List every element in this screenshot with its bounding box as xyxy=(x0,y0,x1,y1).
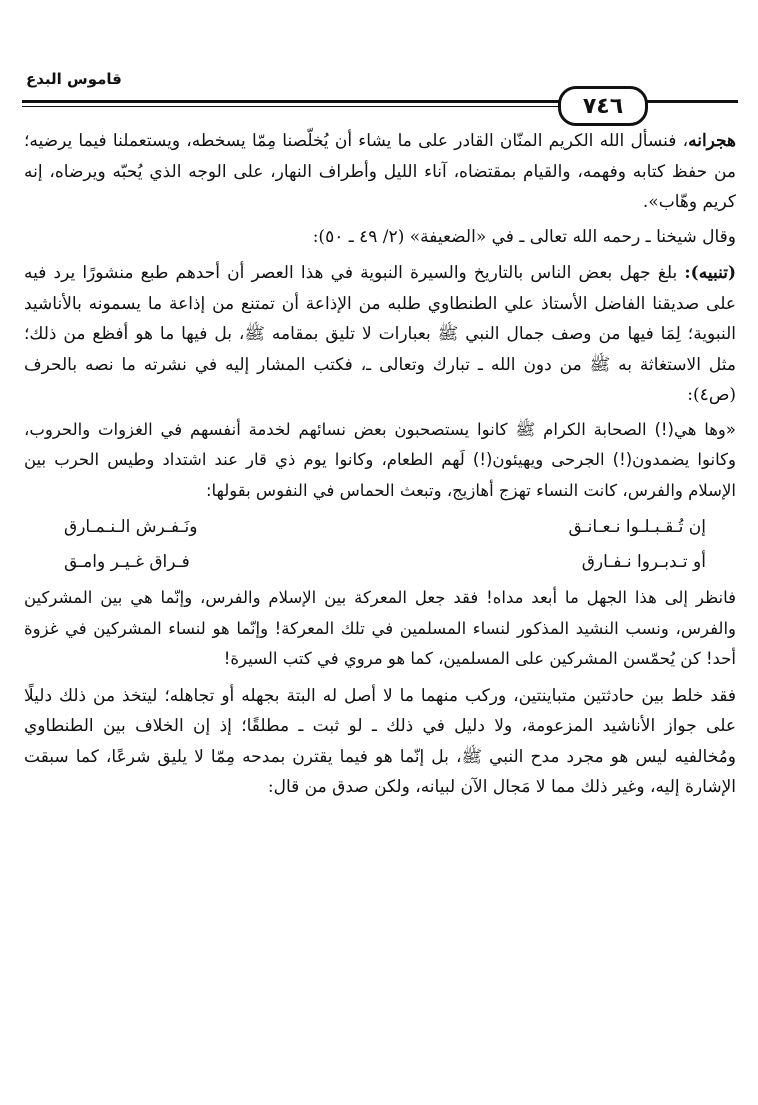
paragraph-6: فقد خلط بين حادثتين متباينتين، وركب منهما ما لا أصل له البتة بجهله أو تجاهله؛ ليتخذ من ذلك دليلًا على جواز الأناشيد المزعومة، ولا دليل في ذلك ـ لو ثبت ـ مطلقًا؛ إذ إن الخلاف بين الطنطاوي ومُخالفيه ليس هو مجرد مدح النبي ﷺ، بل إنّما هو فيما يقترن بمدحه مِمّا لا يليق شرعًا، كما سبقت الإشارة إليه، وغير ذلك مما لا مَجال الآن لبيانه، ولكن صدق من قال: xyxy=(24,685,736,797)
verse-first-hemistich: أو تـدبـروا نـفـارق xyxy=(581,551,706,572)
poem-verse xyxy=(24,547,736,578)
paragraph-3-lead: (تنبيه): xyxy=(684,263,736,283)
header-rule-thin xyxy=(22,106,558,107)
paragraph-1-lead: هجرانه xyxy=(688,131,736,151)
paragraph-3-text: بلغ جهل بعض الناس بالتاريخ والسيرة النبوية في هذا العصر أن أحدهم طبع منشورًا يرد فيه على صديقنا الفاضل الأستاذ علي الطنطاوي طلبه من الإذاعة أن تمتنع من إذاعة ما يسمونه بالأناشيد النبوية؛ لِمَا فيها من وصف جمال النبي ﷺ بعبارات لا تليق بمقامه ﷺ، بل فيها ما هو أفظع من ذلك؛ مثل الاستغاثة به ﷺ من دون الله ـ تبارك وتعالى ـ، فكتب المشار إليه في نشرته ما نصه بالحرف (ص٤): xyxy=(24,263,736,405)
running-header-title: قاموس البدع xyxy=(26,70,122,88)
page-number: ٧٤٦ xyxy=(558,86,648,126)
paragraph-3 xyxy=(24,258,736,411)
quotation: «وها هي(!) الصحابة الكرام ﷺ كانوا يستصحبون بعض نسائهم لخدمة أنفسهم في الغزوات والحروب، وكانوا يضمدون(!) الجرحى ويهيئون(!) لَهم الطعام، وكانوا يوم ذي قار عند اشتداد وطيس الحرب بين الإسلام والفرس، كانت النساء تهزج أهازيج، وتبعث الحماس في النفوس بقولها: xyxy=(24,419,736,500)
verse-second-hemistich: فـراق غـيـر وامـق xyxy=(64,551,190,572)
paragraph-1 xyxy=(24,126,736,218)
paragraph-2: وقال شيخنا ـ رحمه الله تعالى ـ في «الضعيفة» (٢/ ٤٩ ـ ٥٠): xyxy=(312,226,736,247)
paragraph-1-text: ، فنسأل الله الكريم المنّان القادر على ما يشاء أن يُخلّصنا مِمّا يسخطه، ويستعملنا فيما يرضيه؛ من حفظ كتابه وفهمه، والقيام بمقتضاه، آناء الليل وأطراف النهار، على الوجه الذي يُحبّه ويرضاه، إنه كريم وهّاب». xyxy=(24,131,736,212)
verse-first-hemistich: إن تُـقـبـلـوا نـعـانـق xyxy=(568,517,706,537)
verse-second-hemistich: ونَـفـرش الـنـمـارق xyxy=(64,517,198,537)
page-body xyxy=(24,126,736,803)
paragraph-5: فانظر إلى هذا الجهل ما أبعد مداه! فقد جعل المعركة بين الإسلام والفرس، وإنّما هي بين المشركين والفرس، ونسب النشيد المذكور لنساء المسلمين في تلك المعركة! وإنّما هو لنساء المشركين في غزوة أحد! كن يُحمّسن المشركين على المسلمين، كما هو مروي في كتب السيرة! xyxy=(24,588,736,668)
poem xyxy=(24,506,736,583)
poem-verse xyxy=(24,512,736,543)
